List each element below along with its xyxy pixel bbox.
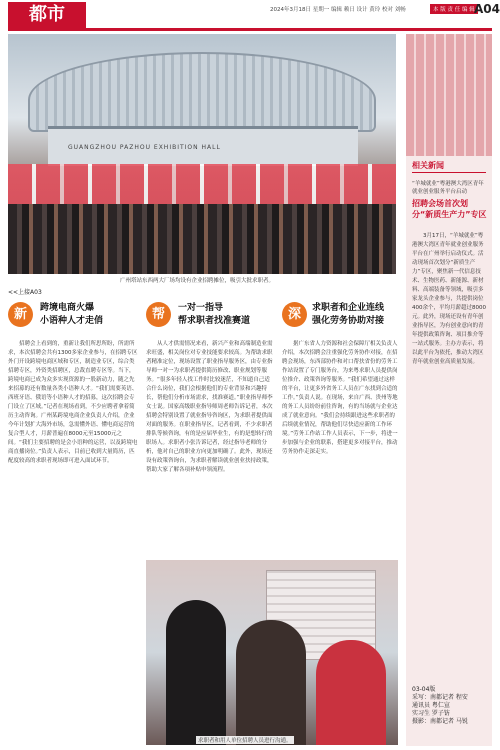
subsection-title-line2: 帮求职者找准赛道 [178, 316, 251, 326]
person-silhouette [316, 640, 386, 745]
editor-badge: 本 版 责 任 编 辑 [430, 4, 478, 14]
article-column-2: 从人才供需情况来看，新兴产业和高端制造业需求旺盛，相关岗位对专业技能要求较高。为帮助求职者精准定位，现场设置了职业指导服务区，由专业指导师一对一为求职者提供简历修改、职业规划等服务。“很多年轻人找工作时比较迷茫，不知道自己适合什么岗位，我们会根据他们的专业背景和兴趣特长，帮他们分析市场需求，找准赛道。”职业指导师李女士说。国家高级职业指导师周老师告诉记者，本次招聘会特别设置了就业指导咨询区，为求职者提供面对面的服务。在职业指导区，记者看到，不少求职者排队等候咨询，有的是应届毕业生，有的是想转行的职场人。求职者小张告诉记者，经过指导老师的分析，他对自己的职业方向更加明确了。此外，现场还设有政策咨询台，为求职者解读就业创业扶持政策，帮助大家了解各项补贴申领流程。 [146, 341, 273, 473]
subsection-header-2 [146, 298, 276, 334]
subsection-header-3 [282, 298, 400, 334]
subsection-title-line2: 强化劳务协助对接 [312, 316, 385, 326]
person-silhouette [236, 620, 306, 745]
continued-from-marker: <<上接A03 [8, 289, 42, 296]
header-rule [8, 28, 492, 31]
crowd [8, 204, 396, 274]
subsection-title-line1: 跨境电商火爆 [40, 303, 95, 313]
facade-text: GUANGZHOU PAZHOU EXHIBITION HALL [68, 144, 221, 151]
main-photo [8, 34, 396, 274]
article-column-3: 据广东省人力资源和社会保障厅相关负责人介绍，本次招聘会注重强化劳务协作对接，在招聘会现场，东西部协作和对口帮扶省份的劳务工作站设置了专门服务台，为来粤求职人员提供岗位推介、政策咨询等服务。“我们希望通过这样的平台，让更多外省务工人员在广东找到合适的工作。”负责人说。在现场，来自广西、贵州等地的务工人员纷纷前往咨询，有的当场就与企业达成了就业意向。“我们会持续跟进这些求职者的后续就业情况，帮助他们尽快适应新的工作环境。”劳务工作站工作人员表示，下一步，将进一步加强与企业的联系，搭建更多对接平台，推动劳务协作走深走实。 [282, 341, 398, 455]
sidebar-photo-strip [406, 34, 492, 156]
related-news-label: 相关新闻 [412, 161, 444, 170]
sidebar-title: 招聘会场首次划分“新质生产力”专区 [412, 199, 487, 219]
subsection-title-line1: 求职者和企业连线 [312, 303, 385, 313]
person-silhouette [166, 600, 226, 745]
sidebar-lead: “羊城就业”粤港澳大湾区青年就业创业服务平台启动 [412, 181, 484, 195]
subsection-badge: 帮 [146, 302, 171, 327]
related-rule [412, 172, 486, 173]
interview-photo [146, 560, 398, 745]
credits: 03-04版 采写：南都记者 程安 通讯员 粤仁宣 实习生 罗子钫 摄影：南都记者 马锐 [412, 686, 468, 725]
subsection-badge: 深 [282, 302, 307, 327]
subsection-title-line1: 一对一指导 [178, 303, 224, 313]
subsection-header-1 [8, 298, 138, 334]
page-header [0, 0, 500, 26]
page-number: A04 [474, 2, 500, 16]
station-roof [28, 52, 376, 132]
section-tab: 都市 [8, 2, 86, 28]
interview-photo-caption: 求职者和用人单位招聘人员进行沟通。 [198, 738, 292, 744]
header-meta: 2024年3月18日 星期一 编辑 赖日 设计 黄玲 校对 刘畅 [270, 7, 406, 13]
sidebar-body: 3月17日，“羊城就业”粤港澳大湾区青年就业创业服务平台在广州举行启动仪式。活动现场首次划分“新质生产力”专区，聚焦新一代信息技术、生物医药、新能源、新材料、高端装备等领域，吸引多家龙头企业参与，共提供岗位400余个，平均月薪超过8000元。此外，现场还设有青年创业指导区，为有创业意向的青年提供政策咨询、项目推介等一站式服务。主办方表示，将以此平台为依托，推动大湾区青年就业创业高质量发展。 [412, 233, 486, 365]
article-column-1: 招聘会上看到的，重新让我们所思所盼，所需所求，本次招聘会共有1300多家企业参与，在招聘专区外门开设跨境电商区域和专区，制造业专区，综合类招聘专区，外资类招聘区，总裁直聘专区等。当下，跨境电商已成为众多实现资源的一股新动力，随之先来招募的还有数量各类小语种人才。“我们需要英语、西班牙语、俄语等小语种人才的招募，这次招聘会专门设立了区域。”记者在现场看到，不少应聘者拿着简历主动咨询。广州某跨境电商企业负责人介绍，企业今年计划扩大海外市场，急需懂外语、懂电商运营的复合型人才，月薪普遍在8000元至15000元之间。“我们主要招聘的是会小语种的运营，以及跨境电商直播岗位。”负责人表示，目前已收到大量简历，匹配度较高的求职者现场即可进入面试环节。 [8, 341, 138, 464]
subsection-badge: 新 [8, 302, 33, 327]
subsection-title-line2: 小语种人才走俏 [40, 316, 104, 326]
main-photo-caption: 广州塔站东西两大厂场均设有企业招聘摊位，吸引大批求职者。 [120, 278, 275, 284]
